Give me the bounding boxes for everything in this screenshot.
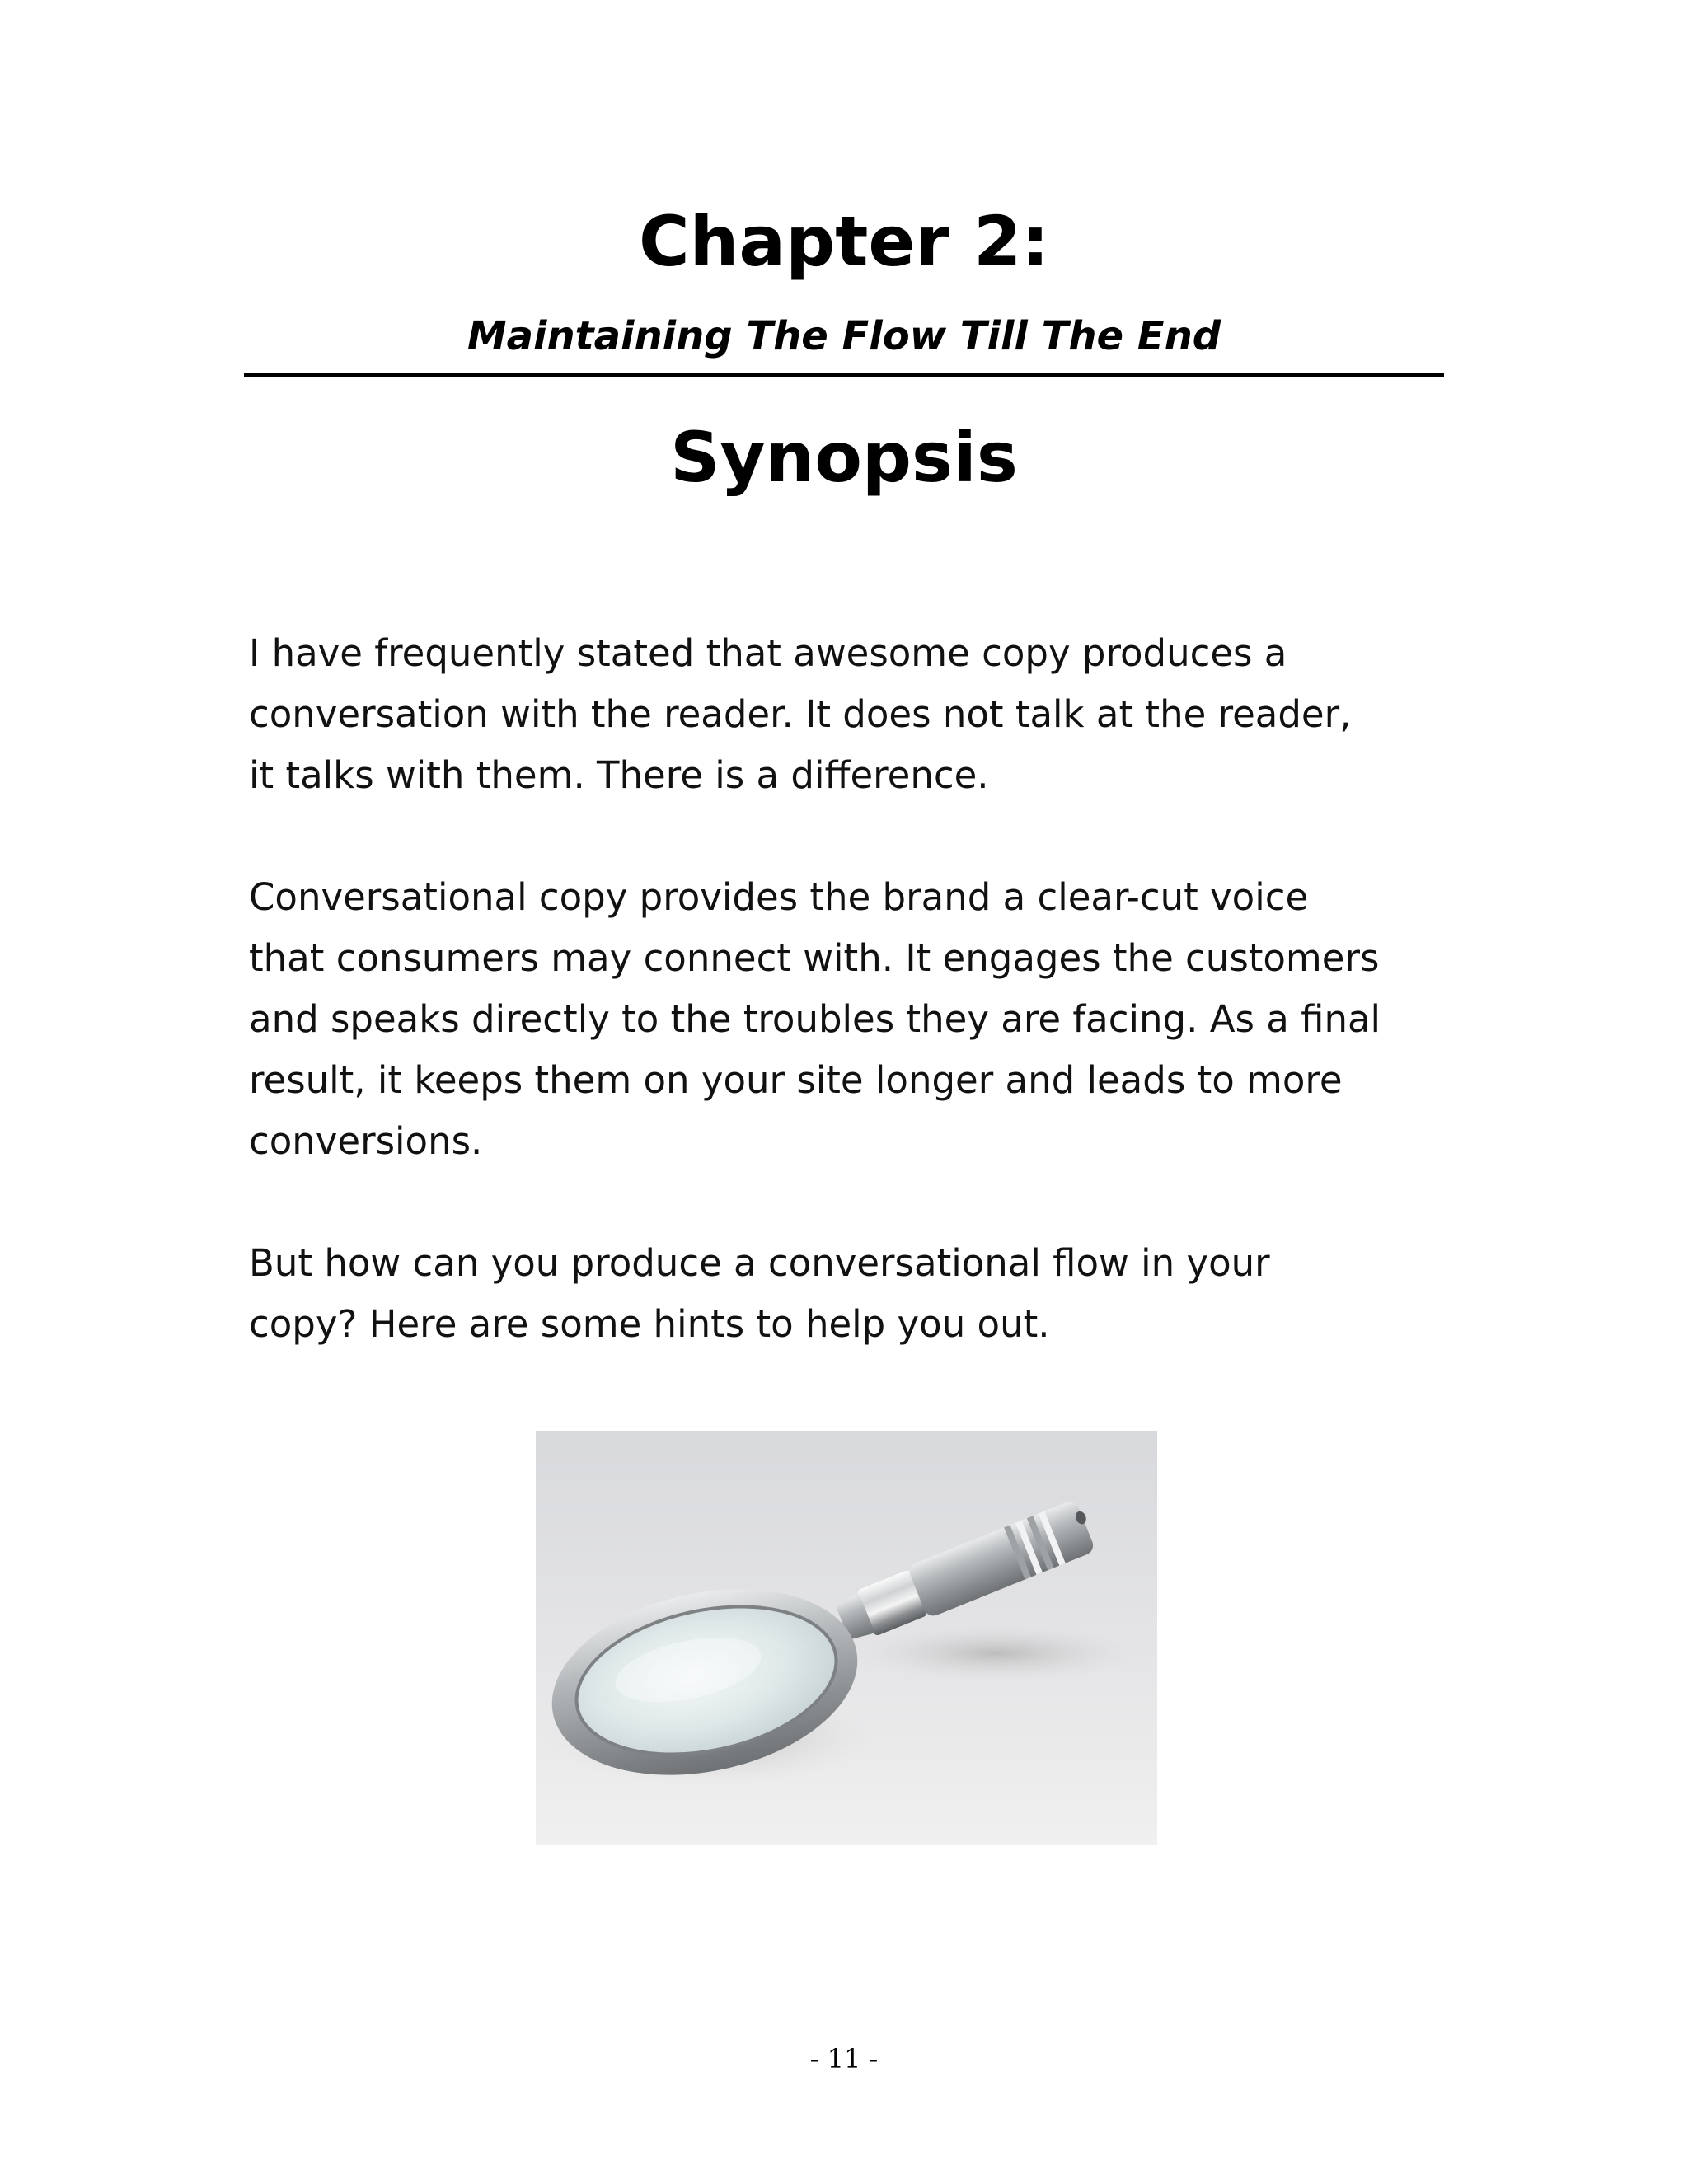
chapter-title: Chapter 2: <box>638 201 1050 282</box>
paragraph: Conversational copy provides the brand a clear-cut voice that consumers may connect with. It engages the customers and speaks directly to the troubles they are facing. As a final result, it keeps them on your site longer and leads to more conversions. <box>249 875 1381 1163</box>
paragraph: I have frequently stated that awesome copy produces a conversation with the reader. It does not talk at the reader, it talks with them. There is a difference. <box>249 631 1352 797</box>
body-text <box>249 623 1452 1416</box>
chapter-subtitle: Maintaining The Flow Till The End <box>467 313 1221 359</box>
title-divider <box>244 373 1444 377</box>
paragraph: But how can you produce a conversational flow in your copy? Here are some hints to help you out. <box>249 1241 1270 1346</box>
page-number: - 11 - <box>809 2043 879 2074</box>
magnifying-glass-photo <box>536 1431 1157 1845</box>
section-heading: Synopsis <box>670 417 1018 498</box>
